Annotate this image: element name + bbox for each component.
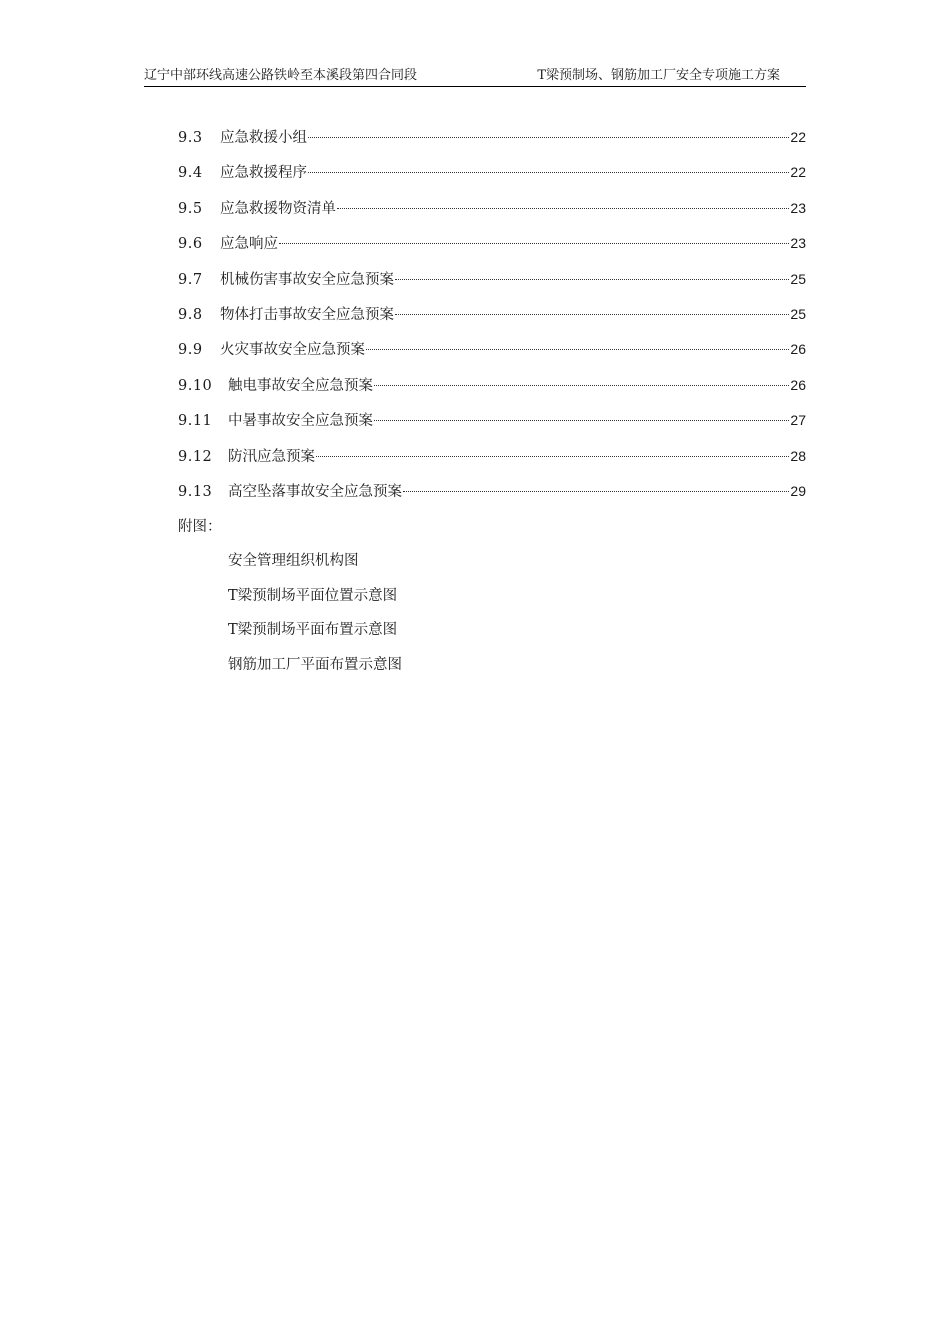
appendix-item-org-chart[interactable]: 安全管理组织机构图 bbox=[228, 553, 359, 569]
toc-entry-number: 9.12 bbox=[178, 448, 213, 465]
appendix-item-rebar-layout[interactable]: 钢筋加工厂平面布置示意图 bbox=[228, 656, 402, 673]
toc-entry[interactable] bbox=[178, 409, 806, 444]
appendix-item-precast-layout[interactable]: T梁预制场平面布置示意图 bbox=[228, 622, 398, 639]
toc-entry-number: 9.6 bbox=[178, 236, 203, 253]
toc-entry[interactable] bbox=[178, 126, 806, 161]
toc-entry-number: 9.9 bbox=[178, 342, 203, 359]
toc-entry-title: 触电事故安全应急预案 bbox=[228, 377, 373, 394]
toc-entry-number: 9.8 bbox=[178, 306, 203, 323]
toc-entry[interactable] bbox=[178, 161, 806, 196]
toc-entry-title: 应急救援物资清单 bbox=[220, 200, 336, 217]
toc-leader-dots bbox=[316, 456, 789, 457]
appendix-item-precast-location[interactable]: T梁预制场平面位置示意图 bbox=[228, 587, 398, 604]
header-project-name: 辽宁中部环线高速公路铁岭至本溪段第四合同段 bbox=[144, 68, 418, 83]
toc-entry[interactable] bbox=[178, 197, 806, 232]
toc-leader-dots bbox=[366, 349, 789, 350]
table-of-contents bbox=[178, 126, 806, 515]
toc-entry-page: 27 bbox=[790, 412, 806, 429]
toc-entry-number: 9.11 bbox=[178, 413, 213, 430]
toc-entry-title: 中暑事故安全应急预案 bbox=[228, 413, 373, 430]
toc-entry-page: 29 bbox=[790, 482, 806, 499]
toc-leader-dots bbox=[337, 208, 789, 209]
toc-entry-title: 应急救援小组 bbox=[220, 130, 307, 146]
toc-entry-number: 9.4 bbox=[178, 165, 203, 182]
toc-entry-number: 9.3 bbox=[178, 130, 203, 146]
toc-entry-number: 9.13 bbox=[178, 483, 213, 500]
toc-entry-number: 9.7 bbox=[178, 271, 203, 288]
appendix-list bbox=[228, 550, 402, 688]
toc-entry-number: 9.10 bbox=[178, 377, 213, 394]
toc-entry-page: 26 bbox=[790, 341, 806, 358]
toc-entry[interactable] bbox=[178, 445, 806, 480]
toc-entry-number: 9.5 bbox=[178, 200, 203, 217]
toc-entry-page: 23 bbox=[790, 199, 806, 216]
toc-entry-title: 防汛应急预案 bbox=[228, 448, 315, 465]
toc-entry[interactable] bbox=[178, 480, 806, 515]
toc-entry[interactable] bbox=[178, 268, 806, 303]
toc-leader-dots bbox=[279, 243, 789, 244]
toc-leader-dots bbox=[395, 279, 789, 280]
toc-leader-dots bbox=[374, 420, 789, 421]
toc-leader-dots bbox=[374, 385, 789, 386]
toc-entry-page: 26 bbox=[790, 376, 806, 393]
toc-entry-page: 22 bbox=[790, 164, 806, 181]
toc-entry[interactable] bbox=[178, 338, 806, 373]
toc-leader-dots bbox=[403, 491, 789, 492]
toc-leader-dots bbox=[395, 314, 789, 315]
toc-entry-title: 高空坠落事故安全应急预案 bbox=[228, 483, 402, 500]
toc-entry-title: 应急响应 bbox=[220, 236, 278, 253]
toc-entry-page: 22 bbox=[790, 129, 806, 145]
toc-entry-page: 25 bbox=[790, 305, 806, 322]
toc-entry[interactable] bbox=[178, 232, 806, 267]
header-document-title: T梁预制场、钢筋加工厂安全专项施工方案 bbox=[537, 68, 780, 83]
toc-entry-page: 28 bbox=[790, 447, 806, 464]
toc-leader-dots bbox=[308, 137, 789, 138]
toc-entry-title: 火灾事故安全应急预案 bbox=[220, 342, 365, 359]
toc-entry-title: 机械伤害事故安全应急预案 bbox=[220, 271, 394, 288]
toc-entry[interactable] bbox=[178, 374, 806, 409]
toc-entry-title: 应急救援程序 bbox=[220, 165, 307, 182]
toc-entry[interactable] bbox=[178, 303, 806, 338]
toc-entry-page: 25 bbox=[790, 270, 806, 287]
toc-leader-dots bbox=[308, 172, 789, 173]
toc-entry-page: 23 bbox=[790, 235, 806, 252]
appendix-label: 附图： bbox=[178, 519, 222, 535]
page-header bbox=[144, 66, 806, 87]
toc-entry-title: 物体打击事故安全应急预案 bbox=[220, 306, 394, 323]
